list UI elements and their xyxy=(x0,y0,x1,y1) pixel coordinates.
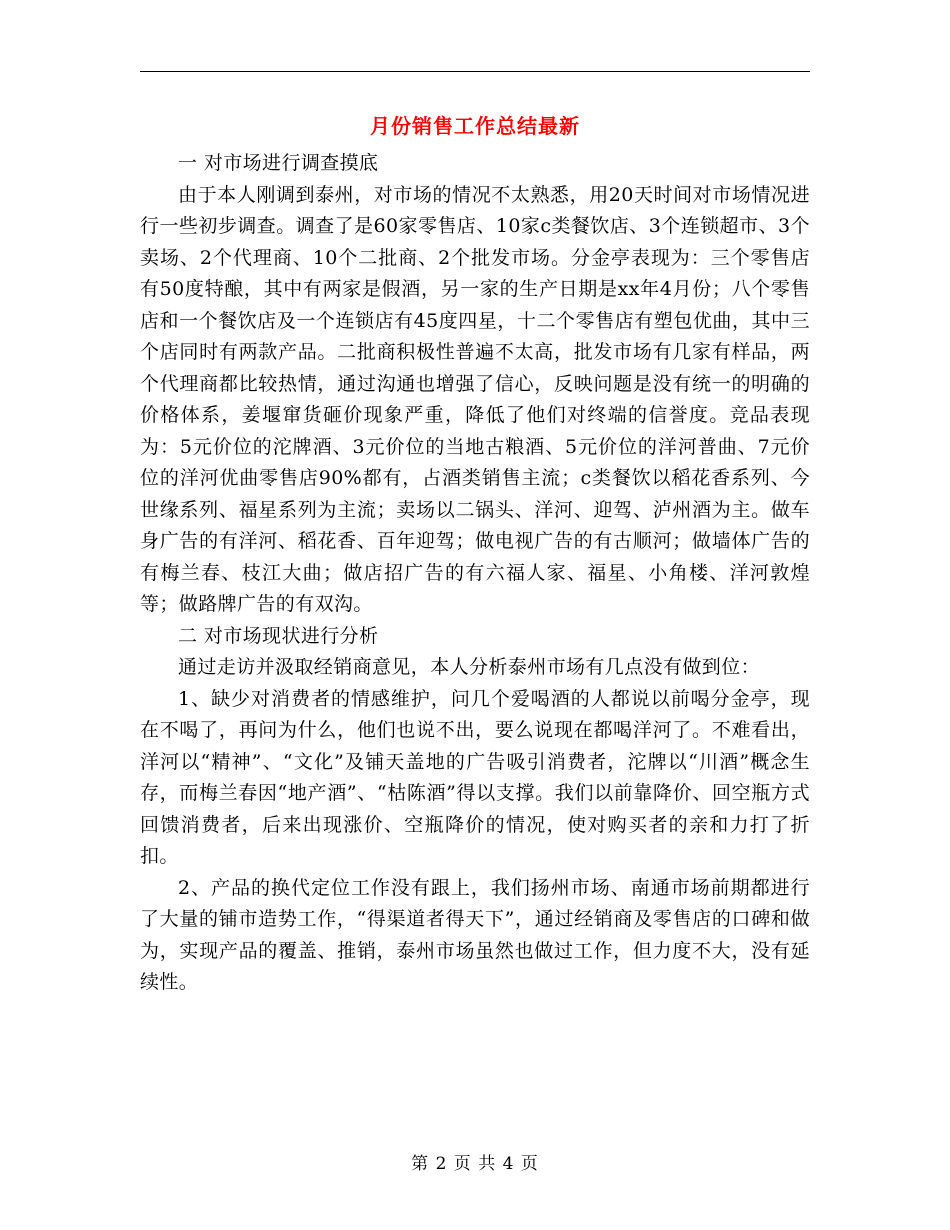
section-heading-2: 二 对市场现状进行分析 xyxy=(178,624,379,647)
section-heading-1: 一 对市场进行调查摸底 xyxy=(178,152,379,174)
body-paragraph: 1、缺少对消费者的情感维护，问几个爱喝酒的人都说以前喝分金亭，现在不喝了，再问为什么，他们也说不出，要么说现在都喝洋河了。不难看出，洋河以“精神”、“文化”及铺天盖地的广告吸引消费者，沱牌以“川酒”概念生存，而梅兰春因“地产酒”、“枯陈酒”得以支撑。我们以前靠降价、回空瓶方式回馈消费者，后来出现涨价、空瓶降价的情况，使对购买者的亲和力打了折扣。 xyxy=(140,687,810,867)
body-paragraph: 2、产品的换代定位工作没有跟上，我们扬州市场、南通市场前期都进行了大量的铺市造势工作，“得渠道者得天下”，通过经销商及零售店的口碑和做为，实现产品的覆盖、推销，泰州市场虽然也做过工作，但力度不大，没有延续性。 xyxy=(140,876,810,993)
document-title: 月份销售工作总结最新 xyxy=(370,114,580,138)
page-footer: 第 2 页 共 4 页 xyxy=(411,1154,539,1174)
body-paragraph: 由于本人刚调到泰州，对市场的情况不太熟悉，用20天时间对市场情况进行一些初步调查。调查了是60家零售店、10家c类餐饮店、3个连锁超市、3个卖场、2个代理商、10个二批商、2个批发市场。分金亭表现为：三个零售店有50度特酿，其中有两家是假酒，另一家的生产日期是xx年4月份；八个零售店和一个餐饮店及一个连锁店有45度四星，十二个零售店有塑包优曲，其中三个店同时有两款产品。二批商积极性普遍不太高，批发市场有几家有样品，两个代理商都比较热情，通过沟通也增强了信心，反映问题是没有统一的明确的价格体系，姜堰窜货砸价现象严重，降低了他们对终端的信誉度。竞品表现为：5元价位的沱牌酒、3元价位的当地古粮酒、5元价位的洋河普曲、7元价位的洋河优曲零售店90%都有，占酒类销售主流；c类餐饮以稻花香系列、今世缘系列、福星系列为主流；卖场以二锅头、洋河、迎驾、泸州酒为主。做车身广告的有洋河、稻花香、百年迎驾；做电视广告的有古顺河；做墙体广告的有梅兰春、枝江大曲；做店招广告的有六福人家、福星、小角楼、洋河敦煌等；做路牌广告的有双沟。 xyxy=(140,183,810,615)
header-rule xyxy=(140,71,810,72)
document-body xyxy=(140,148,810,999)
body-paragraph: 通过走访并汲取经销商意见，本人分析泰州市场有几点没有做到位： xyxy=(178,656,761,678)
